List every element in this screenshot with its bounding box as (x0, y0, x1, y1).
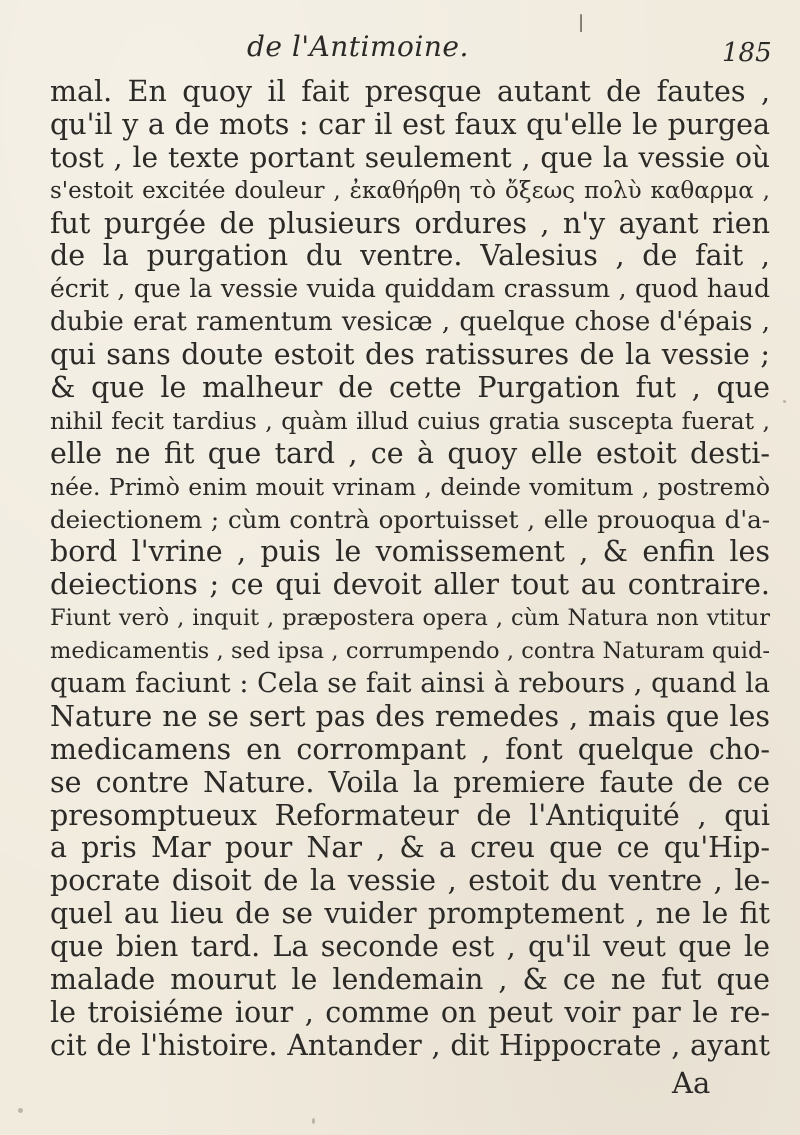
text-line: qu'il y a de mots : car il est faux qu'elle le purgea (50, 107, 770, 141)
text-line: qui sans doute estoit des ratissures de la vessie ; (50, 338, 770, 372)
text-line: Nature ne se sert pas des remedes , mais que les (50, 699, 770, 733)
text-line: presomptueux Reformateur de l'Antiquité , qui (50, 798, 770, 832)
text-line: s'estoit excitée douleur , ἐκαθήρθη τὸ ὄξεως πολὺ καθαρμα , (50, 177, 770, 204)
text-line: née. Primò enim mouit vrinam , deinde vomitum , postremò (50, 472, 770, 501)
text-line: bord l'vrine , puis le vomissement , & enfin les (50, 535, 770, 569)
text-line: malade mourut le lendemain , & ce ne fut que (50, 963, 770, 997)
text-line: deiectionem ; cùm contrà oportuisset , elle prouoqua d'a- (50, 504, 770, 534)
body-text (50, 76, 770, 1063)
text-line: le troisiéme iour , comme on peut voir par le re- (50, 995, 770, 1029)
text-line: medicamens en corrompant , font quelque cho- (50, 732, 770, 766)
text-line: tost , le texte portant seulement , que la vessie où (50, 140, 770, 174)
text-line: deiections ; ce qui devoit aller tout au contraire. (50, 568, 770, 602)
text-line: fut purgée de plusieurs ordures , n'y ayant rien (50, 206, 770, 240)
text-line: quel au lieu de se vuider promptement , ne le fit (50, 897, 770, 931)
catchword: Aa (672, 1066, 711, 1100)
text-line: quam faciunt : Cela se fait ainsi à rebours , quand la (50, 668, 770, 700)
paper-speck (18, 1108, 23, 1113)
text-line: & que le malheur de cette Purgation fut , que (50, 371, 770, 405)
text-line: dubie erat ramentum vesicæ , quelque chose d'épais , (50, 307, 770, 338)
paper-speck (312, 1118, 315, 1124)
text-line: que bien tard. La seconde est , qu'il veut que le (50, 930, 770, 964)
text-line: pocrate disoit de la vessie , estoit du ventre , le- (50, 864, 770, 898)
page-number: 185 (722, 38, 772, 68)
text-line: medicamentis , sed ipsa , corrumpendo , contra Naturam quid- (50, 638, 770, 665)
text-line: mal. En quoy il fait presque autant de fautes , (50, 75, 770, 108)
paper-speck (783, 400, 786, 403)
text-line: a pris Mar pour Nar , & a creu que ce qu'Hip- (50, 831, 770, 865)
text-line: cit de l'histoire. Antander , dit Hippocrate , ayant (50, 1028, 770, 1062)
top-mark: | (578, 12, 585, 33)
running-title: de l'Antimoine. (247, 30, 469, 63)
text-line: Fiunt verò , inquit , præpostera opera , cùm Natura non vtitur (50, 605, 770, 632)
text-line: se contre Nature. Voila la premiere faute de ce (50, 765, 770, 799)
text-line: nihil fecit tardius , quàm illud cuius gratia suscepta fuerat , (50, 406, 770, 435)
text-line: de la purgation du ventre. Valesius , de fait , (50, 239, 770, 273)
page-header (0, 12, 800, 72)
text-line: elle ne fit que tard , ce à quoy elle estoit desti- (50, 436, 770, 470)
text-line: écrit , que la vessie vuida quiddam crassum , quod haud (50, 274, 770, 304)
